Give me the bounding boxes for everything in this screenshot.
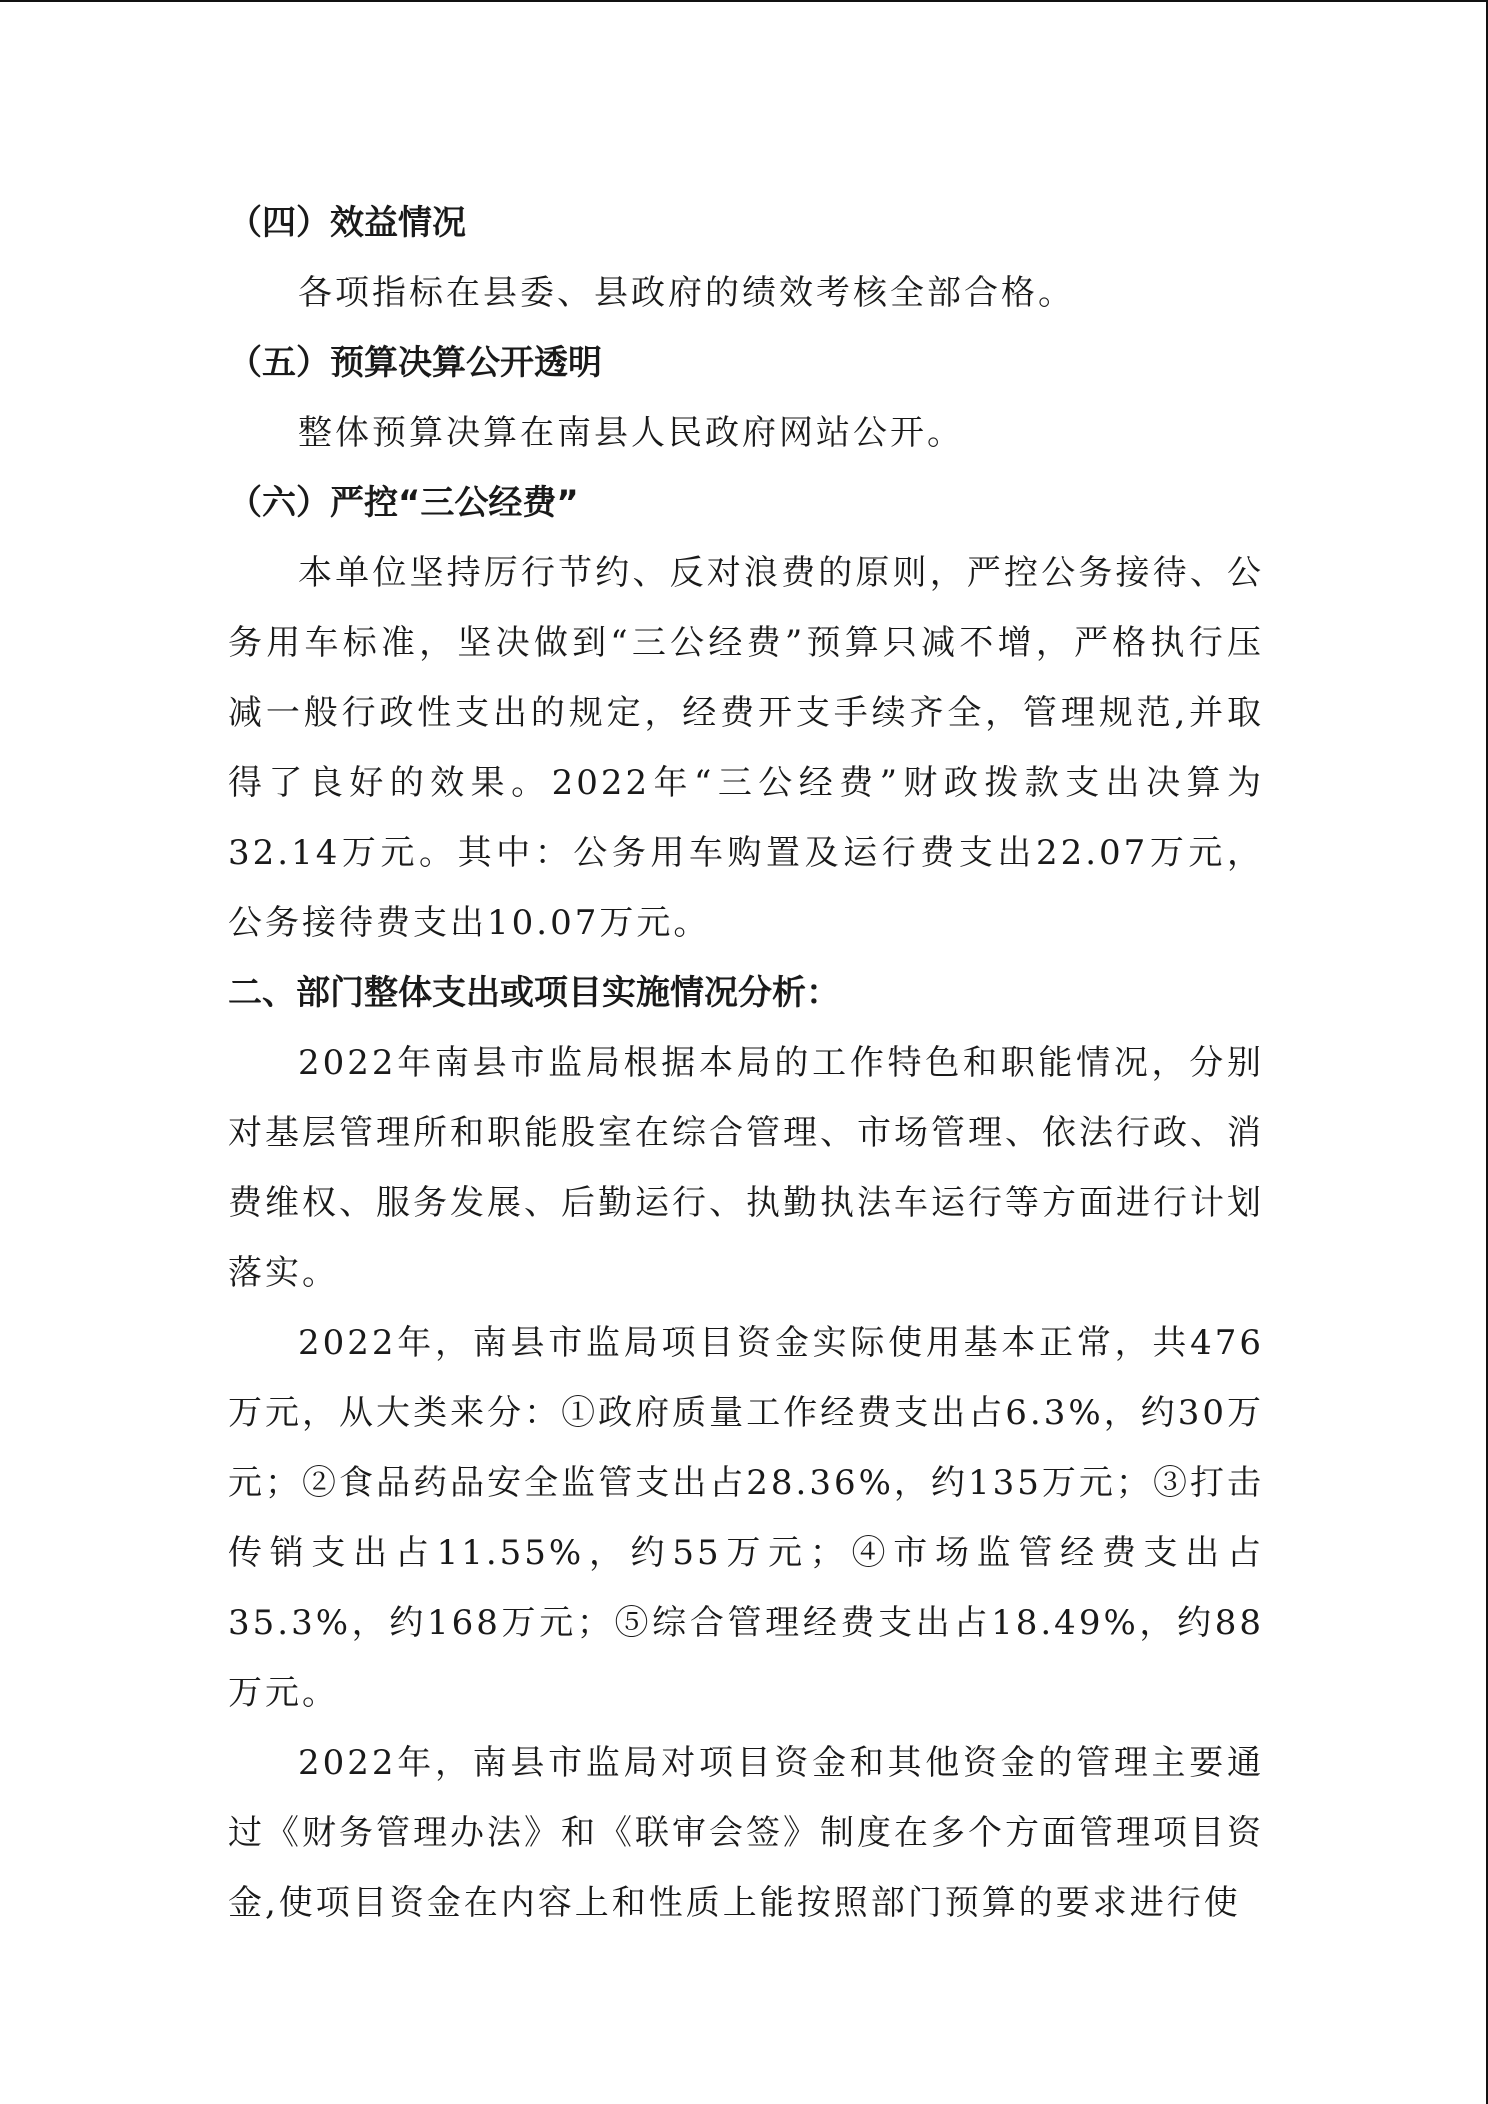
heading-budget-disclosure: （五）预算决算公开透明	[228, 343, 602, 383]
heading-benefits: （四）效益情况	[228, 203, 466, 243]
para-project-funds: 2022年，南县市监局项目资金实际使用基本正常，共476万元，从大类来分：①政府质量工作经费支出占6.3%，约30万元；②食品药品安全监管支出占28.36%，约135万元；③打击传销支出占11.55%，约55万元；④市场监管经费支出占35.3%，约168万元；⑤综合管理经费支出占18.49%，约88万元。	[228, 1323, 1264, 1713]
para-fund-management: 2022年，南县市监局对项目资金和其他资金的管理主要通过《财务管理办法》和《联审会签》制度在多个方面管理项目资金,使项目资金在内容上和性质上能按照部门预算的要求进行使	[228, 1743, 1264, 1923]
page-border-top	[0, 0, 1488, 2]
heading-dept-expenditure-analysis: 二、部门整体支出或项目实施情况分析：	[228, 973, 840, 1013]
para-three-public-expenses: 本单位坚持厉行节约、反对浪费的原则，严控公务接待、公务用车标准，坚决做到“三公经费”预算只减不增，严格执行压减一般行政性支出的规定，经费开支手续齐全，管理规范,并取得了良好的效果。2022年“三公经费”财政拨款支出决算为32.14万元。其中：公务用车购置及运行费支出22.07万元，公务接待费支出10.07万元。	[228, 553, 1264, 943]
heading-three-public-expenses: （六）严控“三公经费”	[228, 483, 579, 523]
para-budget-disclosure: 整体预算决算在南县人民政府网站公开。	[298, 413, 964, 453]
document-body	[228, 188, 1264, 1938]
para-benefits: 各项指标在县委、县政府的绩效考核全部合格。	[298, 273, 1075, 313]
para-work-plan: 2022年南县市监局根据本局的工作特色和职能情况，分别对基层管理所和职能股室在综合管理、市场管理、依法行政、消费维权、服务发展、后勤运行、执勤执法车运行等方面进行计划落实。	[228, 1043, 1264, 1293]
